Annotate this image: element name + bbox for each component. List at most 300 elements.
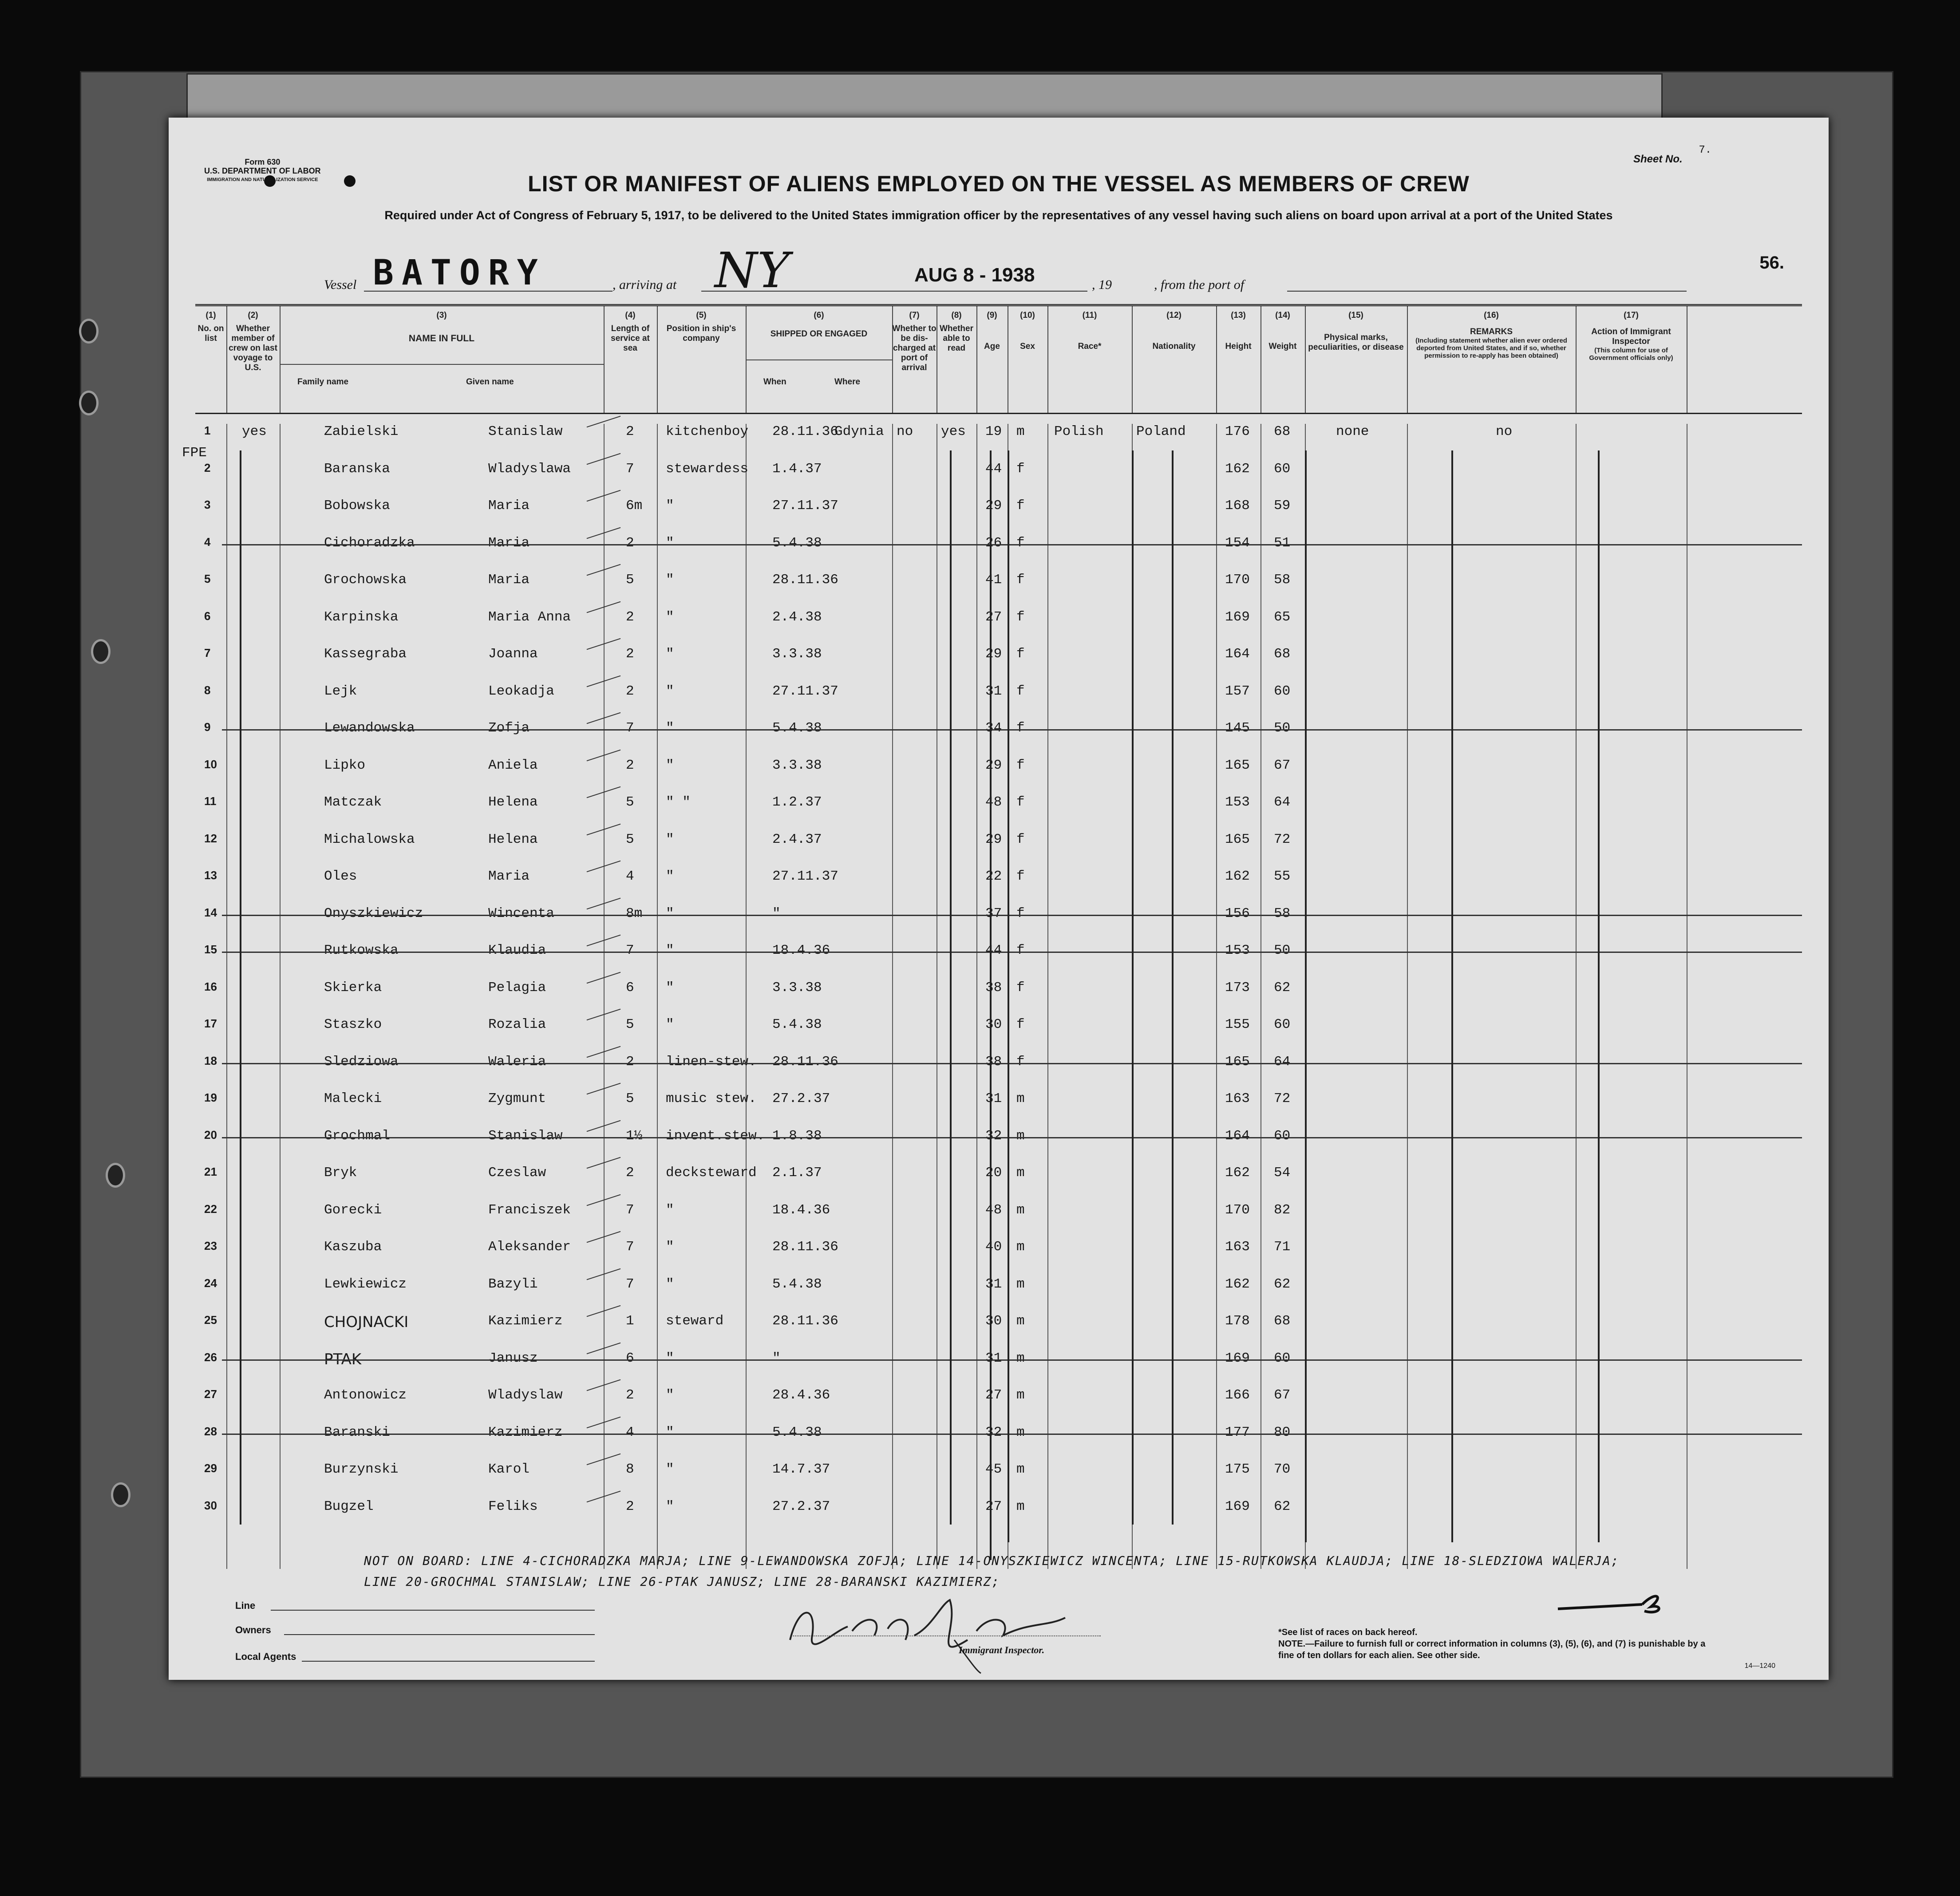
cell-no: 11: [204, 794, 217, 808]
cell-sex: f: [1016, 683, 1025, 699]
cell-when: 28.11.36: [772, 1239, 838, 1255]
cell-height: 153: [1225, 794, 1250, 810]
ditto-line: [1172, 450, 1174, 1525]
arriving-label: , arriving at: [612, 277, 677, 292]
cell-family: Grochmal: [324, 1128, 390, 1144]
cell-sex: m: [1016, 1276, 1025, 1292]
binder-hole: [106, 1163, 125, 1188]
cell-service: 6: [626, 1350, 634, 1366]
cell-given: Kazimierz: [488, 1313, 563, 1329]
cell-no: 8: [204, 683, 211, 697]
cell-marks: none: [1336, 424, 1369, 439]
cell-when: 1.2.37: [772, 794, 822, 810]
cell-family: Kassegraba: [324, 646, 407, 662]
cell-given: Pelagia: [488, 980, 546, 995]
crew-row: [195, 498, 1802, 516]
cell-when: 3.3.38: [772, 646, 822, 662]
cell-weight: 60: [1274, 461, 1291, 477]
crew-row: [195, 1091, 1802, 1109]
cell-family: Sledziowa: [324, 1054, 399, 1070]
cell-given: Zofja: [488, 720, 530, 736]
cell-position: ": [666, 1387, 674, 1403]
margin-mark: FPE: [182, 445, 207, 461]
cell-height: 165: [1225, 757, 1250, 773]
cell-sex: m: [1016, 1498, 1025, 1514]
cell-sex: m: [1016, 1239, 1025, 1255]
header-col-12: (12) Nationality: [1132, 306, 1217, 413]
cell-family: Karpinska: [324, 609, 399, 625]
footer-agents-label: Local Agents: [235, 1651, 296, 1662]
crew-row: [195, 1387, 1802, 1405]
cell-age: 31: [985, 1091, 1002, 1106]
cell-height: 169: [1225, 1498, 1250, 1514]
column-header: [195, 304, 1802, 414]
header-col-13: (13) Height: [1216, 306, 1261, 413]
cell-age: 31: [985, 683, 1002, 699]
cell-weight: 64: [1274, 794, 1291, 810]
cell-family: Lewkiewicz: [324, 1276, 407, 1292]
cell-sex: m: [1016, 1202, 1025, 1218]
cell-service: 8: [626, 1462, 634, 1477]
cell-last-voyage: yes: [242, 424, 267, 439]
cell-service: 2: [626, 1054, 634, 1070]
cell-height: 178: [1225, 1313, 1250, 1329]
cell-position: ": [666, 720, 674, 736]
cell-height: 165: [1225, 831, 1250, 847]
header-col-8: (8) Whether able to read: [937, 306, 977, 413]
binder-hole: [111, 1482, 130, 1507]
cell-weight: 50: [1274, 943, 1291, 958]
cell-position: ": [666, 1202, 674, 1218]
cell-service: 2: [626, 1165, 634, 1181]
cell-given: Stanislaw: [488, 1128, 563, 1144]
crew-row: [195, 1276, 1802, 1294]
cell-weight: 67: [1274, 1387, 1291, 1403]
cell-given: Leokadja: [488, 683, 554, 699]
cell-family: Baranska: [324, 461, 390, 477]
cell-no: 16: [204, 980, 217, 993]
cell-when: 5.4.38: [772, 720, 822, 736]
cell-weight: 50: [1274, 720, 1291, 736]
cell-service: 7: [626, 1239, 634, 1255]
cell-age: 32: [985, 1128, 1002, 1144]
cell-age: 48: [985, 794, 1002, 810]
cell-when: 5.4.38: [772, 1017, 822, 1032]
cell-given: Janusz: [488, 1350, 538, 1366]
cell-sex: f: [1016, 646, 1025, 662]
cell-given: Maria: [488, 535, 530, 551]
cell-age: 26: [985, 535, 1002, 551]
cell-given: Karol: [488, 1462, 530, 1477]
footer-line-rule: [271, 1600, 595, 1611]
crew-row: [195, 1313, 1802, 1331]
initials-mark: [1553, 1582, 1669, 1618]
cell-height: 164: [1225, 1128, 1250, 1144]
cell-height: 175: [1225, 1462, 1250, 1477]
crew-row: [195, 1202, 1802, 1220]
cell-sex: m: [1016, 1350, 1025, 1366]
header-col-17: (17) Action of Immigrant Inspector (This column for use of Government officials only): [1576, 306, 1687, 413]
cell-no: 27: [204, 1387, 217, 1401]
crew-row: [195, 758, 1802, 775]
cell-sex: m: [1016, 1091, 1025, 1106]
form-number: Form 630: [245, 158, 281, 166]
cell-service: 7: [626, 461, 634, 477]
cell-position: ": [666, 905, 674, 921]
cell-age: 34: [985, 720, 1002, 736]
cell-height: 157: [1225, 683, 1250, 699]
cell-no: 13: [204, 869, 217, 882]
cell-sex: f: [1016, 498, 1025, 514]
cell-weight: 62: [1274, 980, 1291, 995]
cell-position: ": [666, 498, 674, 514]
year-label: , 19: [1092, 277, 1112, 292]
crew-row: [195, 869, 1802, 886]
inspector-signature-line: [790, 1627, 1101, 1636]
ditto-line: [1451, 450, 1453, 1542]
cell-weight: 60: [1274, 1350, 1291, 1366]
cell-when: 28.11.36: [772, 572, 838, 588]
cell-weight: 67: [1274, 757, 1291, 773]
cell-weight: 60: [1274, 1017, 1291, 1032]
cell-no: 22: [204, 1202, 217, 1216]
cell-sex: m: [1016, 1128, 1025, 1144]
cell-when: 18.4.36: [772, 943, 830, 958]
cell-when: 2.4.37: [772, 831, 822, 847]
crew-row: [195, 906, 1802, 924]
crew-row: [195, 1017, 1802, 1035]
cell-weight: 68: [1274, 1313, 1291, 1329]
form-code: 14—1240: [1744, 1662, 1775, 1670]
cell-given: Maria: [488, 498, 530, 514]
cell-weight: 59: [1274, 498, 1291, 514]
cell-service: 2: [626, 646, 634, 662]
crew-row: [195, 609, 1802, 627]
cell-family: Staszko: [324, 1017, 382, 1032]
cell-no: 19: [204, 1091, 217, 1104]
cell-given: Franciszek: [488, 1202, 571, 1218]
cell-weight: 58: [1274, 572, 1291, 588]
cell-sex: f: [1016, 720, 1025, 736]
crew-row: [195, 1165, 1802, 1183]
cell-height: 156: [1225, 905, 1250, 921]
cell-age: 45: [985, 1462, 1002, 1477]
cell-given: Maria: [488, 572, 530, 588]
not-on-board-note-line-1: NOT ON BOARD: LINE 4-CICHORADZKA MARJA; LINE 9-LEWANDOWSKA ZOFJA; LINE 14-ONYSZKIEWICZ WINCENTA; LINE 15-RUTKOWSKA KLAUDJA; LINE 18-SLEDZIOWA WALERJA;: [364, 1553, 1620, 1568]
cell-position: " ": [666, 794, 691, 810]
crew-table: [195, 424, 1802, 1569]
cell-position: steward: [666, 1313, 724, 1329]
cell-given: Kazimierz: [488, 1424, 563, 1440]
cell-when: 27.11.37: [772, 498, 838, 514]
cell-height: 166: [1225, 1387, 1250, 1403]
header-col-16: (16) REMARKS (Including statement whether alien ever ordered deported from United States, and if so, whether permission to re-apply has been obtained): [1407, 306, 1577, 413]
cell-given: Waleria: [488, 1054, 546, 1070]
crew-row: [195, 1128, 1802, 1146]
cell-when: 14.7.37: [772, 1462, 830, 1477]
cell-age: 30: [985, 1017, 1002, 1032]
cell-height: 173: [1225, 980, 1250, 995]
cell-weight: 80: [1274, 1424, 1291, 1440]
cell-weight: 68: [1274, 424, 1291, 439]
cell-read: yes: [941, 424, 966, 439]
cell-when: 5.4.38: [772, 1276, 822, 1292]
cell-position: ": [666, 1424, 674, 1440]
cell-when: 28.11.36: [772, 1313, 838, 1329]
header-col-4: (4) Length of service at sea: [604, 306, 658, 413]
crew-row: [195, 1054, 1802, 1072]
cell-height: 176: [1225, 424, 1250, 439]
cell-service: 2: [626, 757, 634, 773]
cell-service: 5: [626, 1091, 634, 1106]
cell-service: 7: [626, 1276, 634, 1292]
cell-height: 177: [1225, 1424, 1250, 1440]
cell-no: 21: [204, 1165, 217, 1178]
cell-family: CHOJNACKI: [324, 1313, 409, 1331]
cell-height: 145: [1225, 720, 1250, 736]
cell-no: 17: [204, 1017, 217, 1030]
sheet-number-field: [1633, 144, 1712, 166]
cell-position: ": [666, 683, 674, 699]
cell-when: 27.2.37: [772, 1498, 830, 1514]
ditto-line: [1598, 450, 1600, 1542]
cell-age: 41: [985, 572, 1002, 588]
cell-no: 10: [204, 757, 217, 771]
cell-sex: f: [1016, 535, 1025, 551]
cell-given: Helena: [488, 794, 538, 810]
cell-position: ": [666, 1239, 674, 1255]
cell-no: 2: [204, 461, 211, 474]
cell-service: 2: [626, 683, 634, 699]
cell-when: 3.3.38: [772, 757, 822, 773]
cell-family: Bugzel: [324, 1498, 374, 1514]
cell-weight: 72: [1274, 1091, 1291, 1106]
cell-height: 154: [1225, 535, 1250, 551]
cell-service: 1½: [626, 1128, 643, 1144]
cell-age: 31: [985, 1350, 1002, 1366]
footer-line-label: Line: [235, 1600, 256, 1611]
cell-no: 26: [204, 1350, 217, 1364]
cell-sex: f: [1016, 1017, 1025, 1032]
cell-no: 15: [204, 943, 217, 956]
not-on-board-note-line-2: LINE 20-GROCHMAL STANISLAW; LINE 26-PTAK JANUSZ; LINE 28-BARANSKI KAZIMIERZ;: [364, 1574, 1000, 1589]
cell-position: invent.stew.: [666, 1128, 765, 1144]
cell-family: Burzynski: [324, 1462, 399, 1477]
cell-family: Matczak: [324, 794, 382, 810]
cell-position: kitchenboy: [666, 424, 749, 439]
cell-age: 22: [985, 869, 1002, 884]
sheet-label: Sheet No.: [1633, 153, 1683, 165]
cell-sex: f: [1016, 1054, 1025, 1070]
cell-when: 18.4.36: [772, 1202, 830, 1218]
cell-given: Maria: [488, 869, 530, 884]
cell-given: Aniela: [488, 757, 538, 773]
binder-hole: [79, 391, 99, 415]
cell-sex: m: [1016, 1165, 1025, 1181]
cell-age: 27: [985, 1387, 1002, 1403]
cell-service: 7: [626, 943, 634, 958]
header-col-10: (10) Sex: [1008, 306, 1048, 413]
cell-service: 5: [626, 572, 634, 588]
cell-position: ": [666, 1017, 674, 1032]
ditto-line: [240, 450, 241, 1525]
cell-remarks: no: [1496, 424, 1513, 439]
header-col-2: (2) Whether member of crew on last voyage to U.S.: [226, 306, 281, 413]
cell-given: Zygmunt: [488, 1091, 546, 1106]
cell-sex: m: [1016, 1462, 1025, 1477]
crew-row: [195, 646, 1802, 664]
cell-weight: 71: [1274, 1239, 1291, 1255]
cell-age: 44: [985, 943, 1002, 958]
cell-weight: 62: [1274, 1276, 1291, 1292]
cell-height: 163: [1225, 1091, 1250, 1106]
header-col-6: (6) SHIPPED OR ENGAGED When Where: [746, 306, 893, 413]
crew-row: [195, 1462, 1802, 1479]
cell-service: 6m: [626, 498, 643, 514]
cell-given: Czeslaw: [488, 1165, 546, 1181]
cell-family: Grochowska: [324, 572, 407, 588]
cell-sex: f: [1016, 757, 1025, 773]
header-col-11: (11) Race*: [1047, 306, 1133, 413]
cell-given: Wladyslawa: [488, 461, 571, 477]
cell-service: 4: [626, 1424, 634, 1440]
cell-position: ": [666, 1350, 674, 1366]
cell-when: ": [772, 905, 781, 921]
ditto-line: [950, 450, 952, 1525]
cell-weight: 72: [1274, 831, 1291, 847]
arriving-port: NY: [715, 242, 790, 299]
cell-age: 38: [985, 1054, 1002, 1070]
crew-row: [195, 535, 1802, 553]
cell-position: ": [666, 1462, 674, 1477]
cell-age: 27: [985, 1498, 1002, 1514]
cell-no: 23: [204, 1239, 217, 1252]
cell-no: 12: [204, 831, 217, 845]
cell-family: Zabielski: [324, 424, 399, 439]
cell-age: 20: [985, 1165, 1002, 1181]
sheet-number: 7.: [1699, 144, 1712, 156]
cell-age: 29: [985, 757, 1002, 773]
vessel-label: Vessel: [324, 277, 357, 292]
cell-given: Wladyslaw: [488, 1387, 563, 1403]
cell-service: 5: [626, 831, 634, 847]
inspector-label: Immigrant Inspector.: [959, 1644, 1045, 1655]
crew-row: [195, 832, 1802, 849]
cell-given: Rozalia: [488, 1017, 546, 1032]
cell-sex: f: [1016, 905, 1025, 921]
cell-sex: m: [1016, 1424, 1025, 1440]
crew-row: [195, 683, 1802, 701]
cell-no: 6: [204, 609, 211, 623]
cell-height: 164: [1225, 646, 1250, 662]
cell-weight: 54: [1274, 1165, 1291, 1181]
cell-family: Bryk: [324, 1165, 357, 1181]
cell-given: Maria Anna: [488, 609, 571, 625]
cell-position: ": [666, 831, 674, 847]
cell-position: ": [666, 1498, 674, 1514]
service-name: IMMIGRATION AND NATURALIZATION SERVICE: [207, 177, 318, 182]
cell-height: 170: [1225, 1202, 1250, 1218]
cell-service: 2: [626, 535, 634, 551]
ditto-line: [1305, 450, 1307, 1542]
cell-weight: 51: [1274, 535, 1291, 551]
cell-given: Klaudia: [488, 943, 546, 958]
cell-age: 31: [985, 1276, 1002, 1292]
cell-service: 4: [626, 869, 634, 884]
ditto-line: [990, 450, 992, 1560]
cell-when: 3.3.38: [772, 980, 822, 995]
cell-family: Oles: [324, 869, 357, 884]
crew-row: [195, 943, 1802, 960]
cell-height: 155: [1225, 1017, 1250, 1032]
cell-no: 14: [204, 905, 217, 919]
cell-sex: f: [1016, 943, 1025, 958]
cell-position: ": [666, 943, 674, 958]
cell-service: 2: [626, 609, 634, 625]
cell-age: 29: [985, 498, 1002, 514]
arrival-date-stamp: AUG 8 - 1938: [914, 264, 1035, 286]
cell-no: 28: [204, 1424, 217, 1438]
cell-family: Gorecki: [324, 1202, 382, 1218]
cell-when: 27.11.37: [772, 869, 838, 884]
cell-position: stewardess: [666, 461, 749, 477]
cell-family: Michalowska: [324, 831, 415, 847]
cell-when: 1.8.38: [772, 1128, 822, 1144]
cell-age: 38: [985, 980, 1002, 995]
cell-weight: 65: [1274, 609, 1291, 625]
cell-when: 28.4.36: [772, 1387, 830, 1403]
cell-family: Lejk: [324, 683, 357, 699]
cell-family: Skierka: [324, 980, 382, 995]
cell-service: 2: [626, 1498, 634, 1514]
cell-age: 48: [985, 1202, 1002, 1218]
cell-no: 7: [204, 646, 211, 660]
manifest-sheet: [169, 118, 1829, 1680]
cell-age: 29: [985, 646, 1002, 662]
cell-no: 4: [204, 535, 211, 549]
cell-weight: 70: [1274, 1462, 1291, 1477]
ditto-line: [1008, 450, 1009, 1542]
cell-height: 169: [1225, 1350, 1250, 1366]
cell-sex: f: [1016, 794, 1025, 810]
cell-service: 7: [626, 1202, 634, 1218]
cell-sex: m: [1016, 1387, 1025, 1403]
cell-sex: f: [1016, 980, 1025, 995]
cell-position: ": [666, 980, 674, 995]
cell-position: ": [666, 646, 674, 662]
cell-height: 162: [1225, 1165, 1250, 1181]
cell-service: 2: [626, 424, 634, 439]
cell-height: 169: [1225, 609, 1250, 625]
cell-service: 8m: [626, 905, 643, 921]
binder-hole: [79, 319, 99, 344]
cell-age: 44: [985, 461, 1002, 477]
cell-where: Gdynia: [834, 424, 884, 439]
cell-height: 162: [1225, 461, 1250, 477]
from-port-line: [1287, 277, 1687, 292]
cell-age: 37: [985, 905, 1002, 921]
crew-row: [195, 980, 1802, 998]
cell-family: Lewandowska: [324, 720, 415, 736]
cell-sex: f: [1016, 572, 1025, 588]
cell-height: 170: [1225, 572, 1250, 588]
cell-family: Bobowska: [324, 498, 390, 514]
cell-service: 5: [626, 794, 634, 810]
cell-discharged: no: [897, 424, 913, 439]
cell-sex: f: [1016, 831, 1025, 847]
cell-age: 29: [985, 831, 1002, 847]
page-number: 56.: [1759, 253, 1784, 273]
